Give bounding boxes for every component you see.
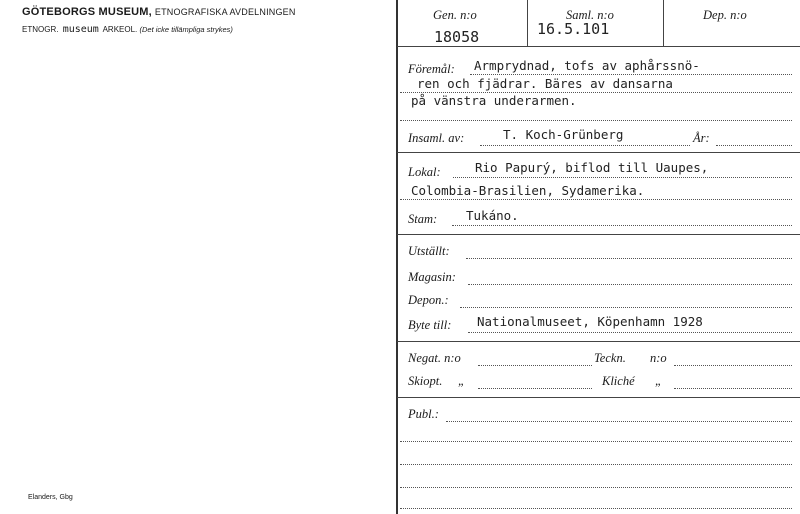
museum-stamp: museum <box>62 24 99 35</box>
row-rule-skiopt <box>397 397 800 398</box>
lokal-dotline-2 <box>400 199 792 200</box>
skiopt-ditto: „ <box>458 374 465 388</box>
teckn-dotline <box>674 365 792 366</box>
depon-dotline <box>460 307 792 308</box>
foremal-label: Föremål: <box>408 62 455 76</box>
ar-label: År: <box>693 131 710 145</box>
lokal-line-2: Colombia-Brasilien, Sydamerika. <box>411 183 645 198</box>
foremal-line-2: ren och fjädrar. Bäres av dansarna <box>417 76 673 91</box>
foremal-line-1: Armprydnad, tofs av aphårssnö- <box>474 58 700 73</box>
ar-dotline <box>716 145 792 146</box>
byte-dotline <box>468 332 792 333</box>
row-rule-byte <box>397 341 800 342</box>
utstallt-label: Utställt: <box>408 244 450 258</box>
arkeol-label: ARKEOL. <box>102 25 138 34</box>
magasin-label: Magasin: <box>408 270 456 284</box>
publ-dotline-5 <box>400 508 792 509</box>
printer-imprint: Elanders, Gbg <box>28 494 73 501</box>
insaml-dotline <box>480 145 690 146</box>
negat-label: Negat. n:o <box>408 351 461 365</box>
strike-note: (Det icke tillämpliga strykes) <box>139 25 233 34</box>
kliche-dotline <box>674 388 792 389</box>
publ-dotline-3 <box>400 464 792 465</box>
insaml-label: Insaml. av: <box>408 131 465 145</box>
byte-value: Nationalmuseet, Köpenhamn 1928 <box>477 314 703 329</box>
skiopt-dotline <box>478 388 592 389</box>
publ-label: Publ.: <box>408 407 439 421</box>
lokal-dotline-1 <box>453 177 792 178</box>
etnogr-label: ETNOGR. <box>22 25 59 34</box>
lokal-line-1: Rio Papurý, biflod till Uaupes, <box>475 160 709 175</box>
stam-label: Stam: <box>408 212 438 226</box>
museum-name: GÖTEBORGS MUSEUM, <box>22 6 152 18</box>
publ-dotline-1 <box>446 421 792 422</box>
publ-dotline-4 <box>400 487 792 488</box>
negat-dotline <box>478 365 592 366</box>
depon-label: Depon.: <box>408 293 449 307</box>
insaml-value: T. Koch-Grünberg <box>503 127 624 142</box>
row-rule-stam <box>397 234 800 235</box>
gen-value: 18058 <box>434 28 480 46</box>
stam-dotline <box>452 225 792 226</box>
utstallt-dotline <box>466 258 792 259</box>
byte-label: Byte till: <box>408 318 452 332</box>
gen-label: Gen. n:o <box>433 8 477 22</box>
skiopt-label: Skiopt. <box>408 374 443 388</box>
teckn-no-label: n:o <box>650 351 667 365</box>
museum-header <box>22 6 296 18</box>
foremal-dotline-3 <box>400 120 792 121</box>
teckn-label: Teckn. <box>594 351 626 365</box>
saml-label: Saml. n:o <box>566 8 614 22</box>
row-rule-top <box>397 46 800 47</box>
saml-value: 16.5.101 <box>537 20 610 38</box>
department-subheader <box>22 24 233 35</box>
cell-divider-2 <box>663 0 664 46</box>
dep-label: Dep. n:o <box>703 8 747 22</box>
kliche-label: Kliché <box>602 374 635 388</box>
card-divider <box>396 0 398 514</box>
stam-value: Tukáno. <box>466 208 519 223</box>
lokal-label: Lokal: <box>408 165 441 179</box>
publ-dotline-2 <box>400 441 792 442</box>
cell-divider-1 <box>527 0 528 46</box>
department-name: ETNOGRAFISKA AVDELNINGEN <box>154 7 296 17</box>
kliche-ditto: „ <box>655 374 662 388</box>
row-rule-insaml <box>397 152 800 153</box>
foremal-dotline-1 <box>470 74 792 75</box>
magasin-dotline <box>468 284 792 285</box>
foremal-line-3: på vänstra underarmen. <box>411 93 577 108</box>
